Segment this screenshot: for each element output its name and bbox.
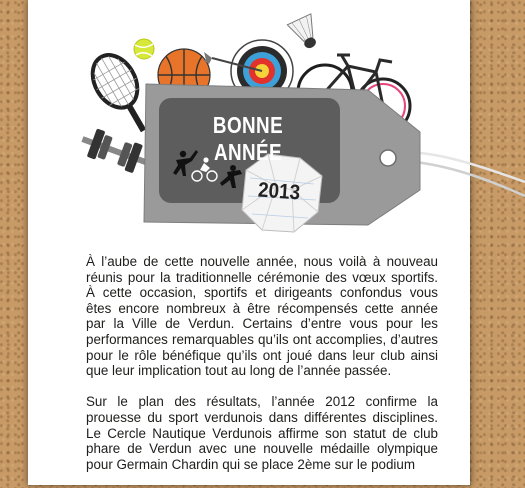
tennis-ball-icon [134, 39, 154, 59]
paragraph-intro: À l’aube de cette nouvelle année, nous voilà à nouveau réunis pour la traditionnelle cérémonie des vœux sportifs. À cette occasion, sportifs et dirigeants confondus vous êtes encore nombreux à être récompensés cette année par la Ville de Verdun. Certains d’entre vous pour les performances remarquables qu’ils ont accomplies, d’autres pour le rôle bénéfique qu’ils ont joué dans leur club ainsi que leur implication tout au long de l’année passée. [86, 254, 438, 379]
shuttlecock-icon [287, 14, 324, 53]
letter-body [86, 254, 438, 488]
greeting-title: BONNE ANNÉE [212, 112, 284, 165]
paragraph-results: Sur le plan des résultats, l’année 2012 confirme la prouesse du sport verdunois dans différentes disciplines. Le Cercle Nautique Verdunois affirme son statut de club phare de Verdun avec une nouvelle médaille olympique pour Germain Chardin qui se place 2ème sur le podium [86, 394, 438, 472]
year-label: 2013 [257, 178, 301, 205]
